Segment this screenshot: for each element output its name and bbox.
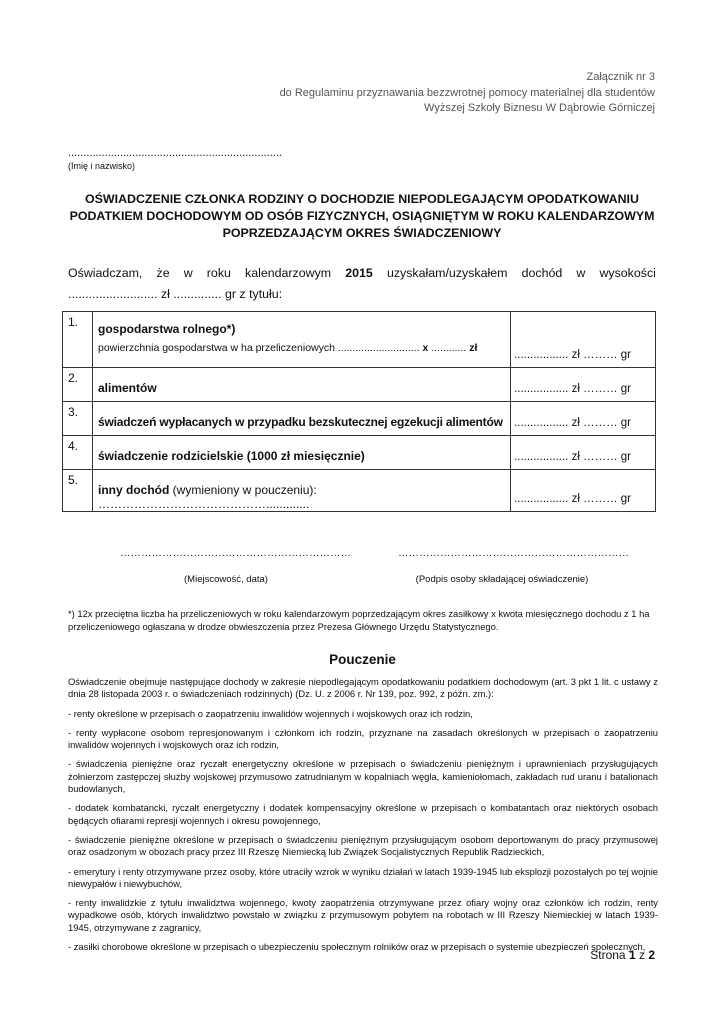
declaration-word: że — [156, 266, 170, 280]
title-line-1: OŚWIADCZENIE CZŁONKA RODZINY O DOCHODZIE NIEPODLEGAJĄCYM OPODATKOWANIU — [85, 192, 639, 206]
instructions-paragraph: Oświadczenie obejmuje następujące dochody w zakresie niepodlegającym opodatkowaniu podatkiem dochodowym (art. 3 pkt 1 lit. c ustawy z dnia 28 listopada 2003 r. o świadczeniach rodzinnych) (Dz. U. z 2006 r. Nr 139, poz. 992, z późn. zm.): — [68, 676, 658, 700]
name-label: (Imię i nazwisko) — [68, 161, 136, 171]
row-number: 2. — [63, 368, 93, 402]
attachment-number: Załącznik nr 3 — [586, 71, 655, 83]
instructions-paragraph: - świadczenia pieniężne oraz ryczałt energetyczny określone w przepisach o świadczeniu pieniężnym i uprawnieniach przysługujących żołnierzom zastępczej służby wojskowej przymusowo zatrudnianym w kopalniach węgla, kamieniołomach, zakładach rud uranu i batalionach budowlanych, — [68, 758, 658, 795]
declaration-word: w — [183, 266, 193, 280]
declaration-text — [68, 263, 656, 305]
income-table — [62, 311, 656, 512]
row-description — [93, 368, 511, 402]
declaration-word: wysokości — [599, 266, 656, 280]
page-number — [590, 948, 655, 962]
person-signature — [398, 547, 629, 585]
row-label: gospodarstwa rolnego*) — [98, 322, 236, 336]
row-description — [93, 436, 511, 470]
instructions-paragraph: - emerytury i renty otrzymywane przez osoby, które utraciły wzrok w wyniku działań w latach 1939-1945 lub eksplozji pozostałych po tej wojnie niewypałów i niewybuchów, — [68, 865, 658, 889]
title-line-3: POPRZEDZAJĄCYM OKRES ŚWIADCZENIOWY — [222, 226, 502, 240]
signature-dots[interactable]: ………………………………………………………… — [398, 547, 629, 559]
title-line-2: PODATKIEM DOCHODOWYM OD OSÓB FIZYCZNYCH, OSIĄGNIĘTYM W ROKU KALENDARZOWYM — [69, 209, 655, 223]
farm-area-line — [98, 342, 510, 354]
row-number: 1. — [63, 312, 93, 368]
declaration-line-1 — [68, 263, 656, 284]
instructions-paragraph: - renty określone w przepisach o zaopatrzeniu inwalidów wojennych i wojskowych oraz ich rodzin, — [68, 707, 473, 719]
page-sep: z — [635, 948, 649, 962]
instructions-paragraph: - renty inwalidzkie z tytułu inwalidztwa wojennego, kwoty zaopatrzenia otrzymywane przez ofiary wojny oraz członków ich rodzin, renty wypadkowe osób, których inwalidztwo powstało w związku z przymusowym pobytem na robotach w III Rzeszy Niemieckiej w latach 1939-1945, otrzymywane z zagranicy, — [68, 897, 658, 933]
instructions-paragraph: - renty wypłacone osobom represjonowanym i członkom ich rodzin, przyznane na zasadach określonych w przepisach o zaopatrzeniu inwalidów wojennych i wojskowych oraz ich rodzin, — [68, 726, 658, 751]
table-row — [63, 312, 656, 368]
row-description — [93, 312, 511, 368]
declaration-year: 2015 — [345, 266, 373, 280]
farm-area-text: powierzchnia gospodarstwa w ha przeliczeniowych ............................ — [98, 342, 420, 354]
table-row — [63, 470, 656, 512]
row-label: świadczeń wypłacanych w przypadku bezskutecznej egzekucji alimentów — [98, 415, 503, 429]
page-total: 2 — [648, 948, 655, 962]
page-current: 1 — [628, 948, 636, 962]
declaration-word: w — [576, 266, 586, 280]
declaration-word: kalendarzowym — [245, 266, 332, 280]
name-dots-line: ...................................................................... — [68, 147, 282, 159]
farm-area-zl: zł — [469, 342, 478, 354]
amount-field[interactable]: ................. zł ……… gr — [511, 470, 656, 512]
signature-label: (Podpis osoby składającej oświadczenie) — [415, 574, 589, 585]
declaration-word: Oświadczam, — [68, 266, 143, 280]
table-row — [63, 368, 656, 402]
row-label: inny dochód — [98, 483, 170, 497]
row-label-rest: (wymieniony w pouczeniu): ……………………………………............. — [98, 483, 317, 511]
amount-field[interactable]: ................. zł ……… gr — [511, 402, 656, 436]
amount-field[interactable]: ................. zł ……… gr — [511, 312, 656, 368]
row-description — [93, 402, 511, 436]
footnote: *) 12x przeciętna liczba ha przeliczeniowych w roku kalendarzowym poprzedzającym okres zasiłkowy x kwota miesięcznego dochodu z 1 ha przeliczeniowego ogłaszana w drodze obwieszczenia przez Prezesa Głównego Urzędu Statystycznego. — [68, 608, 650, 632]
declaration-word: uzyskałam/uzyskałem — [386, 266, 508, 280]
instructions-body — [68, 676, 658, 960]
attachment-regulation: do Regulaminu przyznawania bezzwrotnej pomocy materialnej dla studentów — [279, 86, 655, 99]
attachment-school: Wyższej Szkoły Biznesu W Dąbrowie Górniczej — [424, 102, 655, 114]
amount-field[interactable]: ................. zł ……… gr — [511, 436, 656, 470]
document-title — [62, 191, 662, 242]
table-row — [63, 402, 656, 436]
farm-area-x: x — [422, 342, 429, 354]
instructions-title: Pouczenie — [329, 652, 396, 667]
farm-area-dots: ............ — [431, 342, 467, 354]
amount-field[interactable]: ................. zł ……… gr — [511, 368, 656, 402]
place-date-label: (Miejscowość, data) — [184, 574, 268, 585]
row-number: 4. — [63, 436, 93, 470]
instructions-paragraph: - zasiłki chorobowe określone w przepisach o ubezpieczeniu społecznym rolników oraz w przepisach o systemie ubezpieczeń społecznych, — [68, 941, 646, 953]
row-label: alimentów — [98, 381, 157, 395]
page-prefix: Strona — [590, 948, 629, 962]
instructions-paragraph: - świadczenie pieniężne określone w przepisach o świadczeniu pieniężnym przysługującym osobom deportowanym do pracy przymusowej oraz osadzonym w obozach pracy przez III Rzeszę Niemiecką lub Związek Socjalistycznych Republik Radzieckich, — [68, 833, 658, 858]
row-label: świadczenie rodzicielskie (1000 zł miesięcznie) — [98, 449, 365, 463]
place-date-dots[interactable]: ………………………………………………………… — [120, 547, 351, 559]
name-field — [68, 147, 282, 171]
row-number: 3. — [63, 402, 93, 436]
table-row — [63, 436, 656, 470]
row-description — [93, 470, 511, 512]
attachment-header — [280, 70, 655, 117]
declaration-line-2: .......................... zł .............. gr z tytułu: — [68, 287, 283, 301]
place-date-signature — [120, 547, 351, 585]
row-label-line — [98, 483, 510, 511]
declaration-word: roku — [206, 266, 231, 280]
declaration-word: dochód — [521, 266, 563, 280]
row-number: 5. — [63, 470, 93, 512]
instructions-paragraph: - dodatek kombatancki, ryczałt energetyczny i dodatek kompensacyjny określone w przepisach o kombatantach oraz niektórych osobach będących ofiarami represji wojennych i okresu powojennego, — [68, 802, 658, 826]
